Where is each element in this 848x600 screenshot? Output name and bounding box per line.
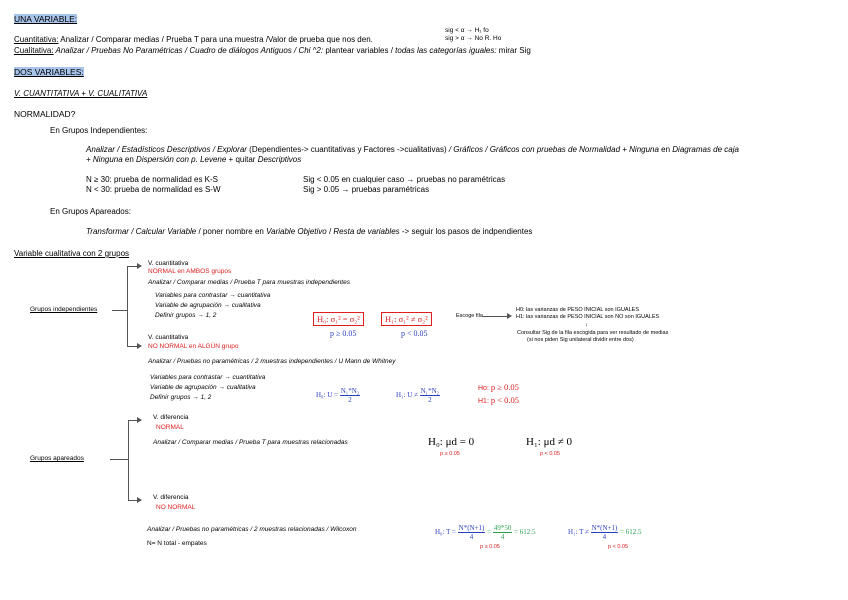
mw-h1-line	[478, 395, 519, 407]
mw-ho-label: Ho:	[478, 385, 489, 392]
w-h0-num: N*(N+1)	[458, 523, 485, 532]
w-calc-den: 4	[500, 532, 505, 541]
mw-h0-den: 2	[348, 395, 352, 404]
indep-path-a: Analizar / Estadísticos Descriptivos / Explorar	[86, 145, 247, 154]
gi-bracket	[127, 266, 128, 346]
gi-b2-normal: NO NORMAL en ALGÚN grupo	[148, 343, 239, 350]
indep-path-e: Diagramas de caja	[672, 145, 739, 154]
gi-b2-var: V. cuantitativa	[148, 334, 189, 341]
ga-b1-path: Analizar / Comparar medias / Prueba T para muestras relacionadas	[153, 439, 348, 446]
indep-path2-c: Dispersión con p. Levene	[136, 155, 227, 164]
escoge-option-2: H1: las varianzas de PESO INICIAL son NO son IGUALES	[516, 314, 660, 320]
paired-path	[86, 227, 532, 237]
levene-h1-box: H₁: σ₁² ≠ σ₂²	[381, 312, 432, 326]
consult-line-1: Consultar Sig de la fila escogida para ver resultado de medias	[517, 330, 669, 336]
variables-heading: V. CUANTITATIVA + V. CUALITATIVA	[14, 89, 148, 98]
w-h0-label: H₀: T =	[435, 528, 456, 536]
ga-t-h0-p: p ≥ 0.05	[440, 451, 460, 457]
w-h0-den: 4	[469, 532, 474, 541]
ga-b2-path: Analizar / Pruebas no paramétricas / 2 muestras relacionadas / Wilcoxon	[147, 526, 357, 533]
indep-path-b: (Dependientes-> cuantitativas y Factores ->cualitativas)	[246, 145, 449, 154]
w-calc-eq: =	[487, 528, 492, 536]
indep-path2-d: + quitar	[226, 155, 258, 164]
paired-path-b: / poner nombre en	[196, 227, 267, 236]
w-h1-den: 4	[602, 532, 607, 541]
levene-p0: p ≥ 0.05	[330, 329, 357, 338]
cualitativa-line	[14, 46, 531, 56]
w-h1-label: H₁: T ≠	[568, 528, 589, 536]
ga-branch-bottom	[128, 500, 137, 501]
mw-h0-fraction	[340, 387, 361, 404]
cualitativa-label: Cualitativa:	[14, 46, 54, 55]
w-h1-num: N*(N+1)	[591, 523, 618, 532]
gi-b1-step2: Variable de agrupación → cualitativa	[155, 302, 261, 309]
gi-b1-path: Analizar / Comparar medias / Prueba T para muestras independientes	[148, 279, 350, 286]
mw-h1-den: 2	[428, 395, 432, 404]
ga-bracket	[128, 420, 129, 500]
indep-path2-e: Descriptivos	[257, 155, 302, 164]
gi-b1-var: V. cuantitativa	[148, 260, 189, 267]
gi-arrow-top	[137, 263, 142, 269]
mw-ho-value: p ≥ 0.05	[490, 382, 519, 392]
paired-path-c: Variable Objetivo	[266, 227, 327, 236]
escoge-option-1: H0: las varianzas de PESO INICIAL son IGUALES	[516, 307, 639, 313]
cuantitativa-text: Analizar / Comparar medias / Prueba T para una muestra /Valor de prueba que nos den.	[58, 35, 373, 44]
gi-b1-normal: NORMAL en AMBOS grupos	[148, 268, 232, 275]
mw-h1-fraction	[420, 387, 441, 404]
wilcoxon-h1	[568, 522, 642, 542]
gi-b2-step2: Variable de agrupación → cualitativa	[150, 384, 256, 391]
ga-branch-top	[128, 420, 137, 421]
mw-ho-line	[478, 382, 519, 394]
cuantitativa-line	[14, 35, 373, 45]
w-result: = 612.5	[514, 528, 536, 536]
escoge-arrow	[507, 313, 512, 319]
w-h1-result: = 612.5	[620, 528, 642, 536]
paired-path-f: -> seguir los pasos de indpendientes	[399, 227, 533, 236]
mw-h1-value: p < 0.05	[490, 395, 520, 405]
escoge-line	[483, 316, 507, 317]
normality-rule-ks: N ≥ 30: prueba de normalidad es K-S	[86, 175, 219, 184]
cuantitativa-label: Cuantitativa:	[14, 35, 59, 44]
mann-whitney-h1	[396, 385, 440, 405]
w-p1: p < 0.05	[608, 544, 629, 550]
gi-b2-step3: Definir grupos → 1, 2	[150, 394, 212, 401]
levene-p1: p < 0.05	[401, 329, 428, 338]
ga-b1-normal: NORMAL	[156, 424, 184, 431]
normalidad-question: NORMALIDAD?	[14, 109, 76, 119]
mw-h1-lbl: H1:	[478, 398, 489, 405]
escoge-down-arrow: ↓	[585, 322, 588, 328]
consult-line-2: (si nos piden Sig unilateral dividir entre dos)	[527, 337, 634, 343]
sig-rule-nonparam: Sig < 0.05 en cualquier caso → pruebas no paramétricas	[303, 175, 506, 184]
normality-rule-sw: N < 30: prueba de normalidad es S-W	[86, 185, 221, 194]
cualitativa-tail: todas las categorías iguales:	[395, 46, 497, 55]
cualitativa-path: Analizar / Pruebas No Paramétricas / Cuadro de diálogos Antiguos / Chi ^2:	[53, 46, 324, 55]
indep-title: En Grupos Independientes:	[50, 126, 148, 135]
ga-b2-note: N= N total - empates	[147, 540, 207, 547]
gi-b1-step1: Variables para contrastar → cuantitativa	[155, 292, 271, 299]
sig-note-1: sig < α → H₁ fo	[445, 27, 489, 34]
gi-b1-step3: Definir grupos → 1, 2	[155, 312, 217, 319]
ga-b1-var: V. diferencia	[153, 414, 189, 421]
cualitativa-2-grupos-title: Variable cualitativa con 2 grupos	[14, 249, 130, 258]
grupos-independientes-label: Grupos independientes	[30, 306, 98, 313]
sig-note-2: sig > α → No R. Ho	[445, 35, 502, 42]
cualitativa-end: mirar Sig	[496, 46, 531, 55]
gi-b2-step1: Variables para contrastar → cuantitativa	[150, 374, 266, 381]
ga-arrow-bottom	[137, 497, 142, 503]
ga-t-h1-p: p < 0.05	[540, 451, 561, 457]
gi-arrow-bottom	[137, 343, 142, 349]
indep-path-d: en	[658, 145, 673, 154]
mann-whitney-h0	[316, 385, 360, 405]
wilcoxon-h0	[435, 522, 536, 542]
indep-path-line2	[86, 155, 301, 165]
indep-path-c: / Gráficos / Gráficos con pruebas de Normalidad + Ninguna	[448, 145, 659, 154]
gi-b2-path: Analizar / Pruebas no paramétricas / 2 muestras independientes / U Mann de Whitney	[148, 358, 396, 365]
indep-path-line1	[86, 145, 739, 155]
w-h0-fraction	[458, 524, 486, 541]
paired-path-e: Resta de variables	[333, 227, 400, 236]
mw-h0-num: N₁*N₂	[340, 386, 360, 395]
paired-path-a: Transformar / Calcular Variable	[86, 227, 197, 236]
mw-h1-label: H₁: U ≠	[396, 391, 418, 399]
paired-path-d: /	[326, 227, 334, 236]
levene-h0-box: H₀: σ₁² = σ₂²	[313, 312, 364, 326]
w-h1-fraction	[591, 524, 619, 541]
ga-connector	[110, 459, 128, 460]
sig-rule-param: Sig > 0.05 → pruebas paramétricas	[303, 185, 430, 194]
ga-arrow-top	[137, 417, 142, 423]
gi-connector	[112, 310, 127, 311]
indep-path2-a: + Ninguna	[86, 155, 123, 164]
escoge-fila: Escoge fila	[456, 313, 483, 319]
grupos-apareados-label: Grupos apareados	[30, 455, 84, 462]
w-calc-num: 49*50	[493, 523, 512, 532]
indep-path2-b: en	[122, 155, 137, 164]
cualitativa-rest: plantear variables /	[323, 46, 396, 55]
section-title-dos-variables: DOS VARIABLES:	[14, 67, 84, 77]
gi-branch-top	[127, 266, 137, 267]
ga-t-h0: H₀: μd = 0	[428, 436, 475, 448]
w-calc-fraction	[493, 524, 513, 541]
ga-b2-var: V. diferencia	[153, 494, 189, 501]
gi-branch-bottom	[127, 346, 137, 347]
mw-h0-label: H₀: U =	[316, 391, 338, 399]
mw-h1-num: N₁*N₂	[420, 386, 440, 395]
w-p0: p ≥ 0.05	[480, 544, 500, 550]
section-title-una-variable: UNA VARIABLE:	[14, 14, 78, 24]
ga-b2-normal: NO NORMAL	[156, 504, 196, 511]
ga-t-h1: H₁: μd ≠ 0	[526, 436, 573, 448]
paired-title: En Grupos Apareados:	[50, 207, 131, 216]
